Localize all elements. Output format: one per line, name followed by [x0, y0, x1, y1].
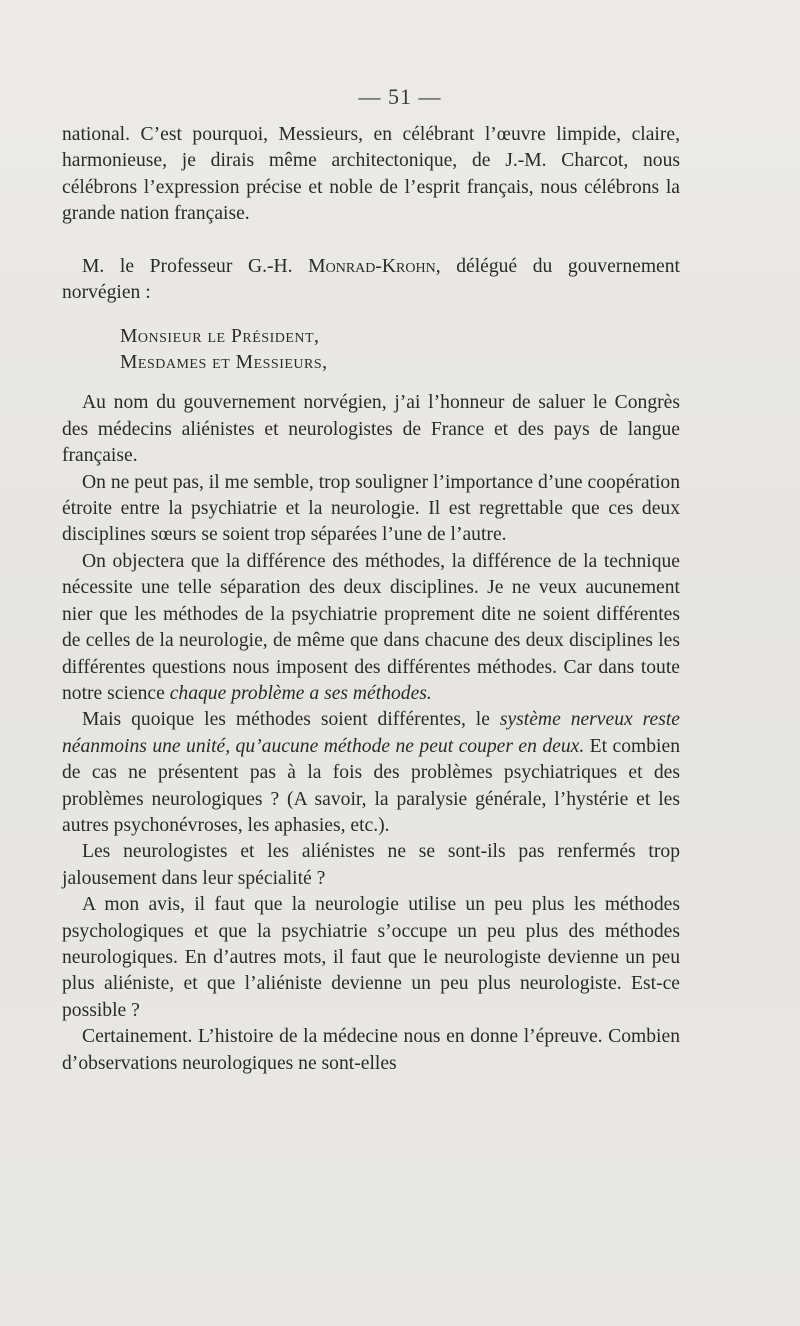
paragraph-speaker-intro — [62, 254, 680, 307]
paragraph-6-text-a: Mais quoique les méthodes soient différentes, le — [82, 709, 500, 731]
paragraph-9: Certainement. L’histoire de la médecine nous en donne l’épreuve. Combien d’observations neurologiques ne sont-elles — [62, 1026, 680, 1074]
paragraph-6 — [62, 707, 680, 839]
salutation — [62, 324, 680, 376]
page-number: — 51 — — [358, 84, 442, 109]
salutation-line-1: Monsieur le Président, — [120, 326, 320, 348]
paragraph-3: Au nom du gouvernement norvégien, j’ai l’honneur de saluer le Congrès des médecins aliénistes et neurologistes de France et des pays de langue française. — [62, 392, 680, 467]
paragraph-6-emphasis: système nerveux reste néanmoins une unité, qu’aucune méthode ne peut couper en deux. — [62, 709, 680, 757]
paragraph-4: On ne peut pas, il me semble, trop souligner l’importance d’une coopération étroite entre la psychiatrie et la neurologie. Il est regrettable que ces deux disciplines sœurs se soient trop séparées l’une de l’autre. — [62, 471, 680, 546]
paragraph-5-text: On objectera que la différence des méthodes, la différence de la technique nécessite une telle séparation des deux disciplines. Je ne veux aucunement nier que les méthodes de la psychiatrie proprement dite ne soient différentes de celles de la neurologie, de même que dans chacune des deux disciplines les différentes questions nous imposent des différentes méthodes. Car dans toute notre science — [62, 550, 680, 704]
speaker-intro-suffix: , délégué du gouvernement norvégien : — [62, 255, 680, 304]
paragraph-7: Les neurologistes et les aliénistes ne se sont-ils pas renfermés trop jalousement dans leur spécialité ? — [62, 841, 680, 889]
paragraph-8: A mon avis, il faut que la neurologie utilise un peu plus les méthodes psychologiques et que la psychiatrie s’occupe un peu plus des méthodes neurologiques. En d’autres mots, il faut que le neurologiste devienne un peu plus aliéniste, et que l’aliéniste devienne un peu plus neurologiste. Est-ce possible ? — [62, 894, 680, 1021]
body-text — [62, 122, 680, 1077]
speaker-name: Monrad-Krohn — [308, 255, 436, 277]
paragraph-5-emphasis: chaque problème a ses méthodes. — [169, 682, 432, 704]
speaker-intro-prefix: M. le Professeur G.-H. — [82, 255, 309, 277]
paragraph-5 — [62, 549, 680, 707]
paragraph-6-text-b: Et combien de cas ne présentent pas à la fois des problèmes psychiatriques et des problèmes neurologiques ? (A savoir, la paralysie générale, l’hystérie et les autres psychonévroses, les aphasies, etc.). — [62, 735, 680, 836]
salutation-line-2: Mesdames et Messieurs, — [120, 352, 328, 374]
paragraph-1: national. C’est pourquoi, Messieurs, en célébrant l’œuvre limpide, claire, harmonieuse, je dirais même architectonique, de J.-M. Charcot, nous célébrons l’expression précise et noble de l’esprit français, nous célébrons la grande nation française. — [62, 124, 680, 225]
